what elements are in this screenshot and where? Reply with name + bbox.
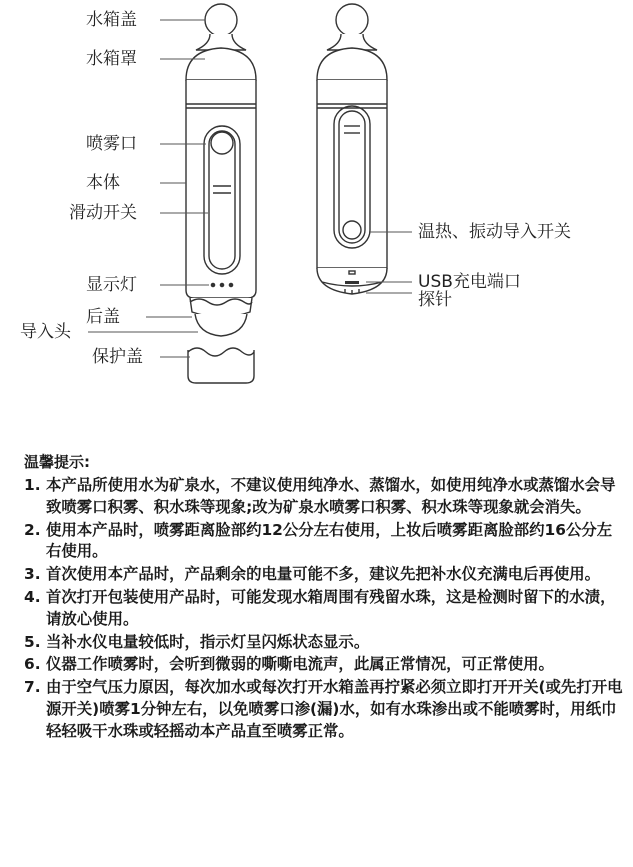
label-indicator: 显示灯	[86, 275, 137, 295]
tip-number: 4.	[24, 587, 41, 606]
front-view	[186, 4, 256, 383]
tip-text: 仪器工作喷雾时，会听到微弱的嘶嘶电流声，此属正常情况，可正常使用。	[46, 655, 554, 674]
tank-cap-knob	[205, 4, 237, 36]
tip-text: 首次打开包装使用产品时，可能发现水箱周围有残留水珠，这是检测时留下的水渍，请放心使用。	[46, 587, 616, 628]
tank-cover-shape	[186, 48, 256, 80]
tip-item	[24, 587, 624, 631]
label-spray-outlet: 喷雾口	[86, 134, 137, 154]
lead-head-shape	[195, 314, 247, 336]
usb-port-slot	[345, 281, 359, 284]
tip-item	[24, 564, 624, 586]
tip-number: 1.	[24, 476, 41, 494]
label-tank-cover: 水箱罩	[86, 49, 137, 69]
tip-item	[24, 475, 624, 519]
label-body: 本体	[86, 173, 120, 193]
label-probe: 探针	[418, 290, 452, 310]
tip-item	[24, 654, 624, 676]
label-protective-cap: 保护盖	[92, 347, 143, 367]
tip-number: 7.	[24, 678, 41, 697]
tip-text: 首次使用本产品时，产品剩余的电量可能不多，建议先把补水仪充满电后再使用。	[46, 565, 601, 584]
tip-number: 2.	[24, 520, 41, 539]
tip-number: 5.	[24, 632, 41, 651]
tip-text: 本产品所使用水为矿泉水，不建议使用纯净水、蒸馏水，如使用纯净水或蒸馏水会导致喷雾口积雾、积水珠等现象;改为矿泉水喷雾口积雾、积水珠等现象就会消失。	[46, 476, 616, 516]
back-view	[317, 4, 387, 294]
tip-item	[24, 632, 624, 654]
label-heat-vibration-switch: 温热、振动导入开关	[418, 222, 571, 242]
tips-section	[24, 452, 624, 744]
tip-item	[24, 520, 624, 564]
label-back-cover: 后盖	[86, 307, 120, 327]
tip-text: 由于空气压力原因，每次加水或每次打开水箱盖再拧紧必须立即打开开关(或先打开电源开关)喷雾1分钟左右，以免喷雾口渗(漏)水，如有水珠渗出或不能喷雾时，用纸巾轻轻吸干水珠或轻摇动本产品直至喷雾正常。	[46, 678, 623, 740]
tip-text: 使用本产品时，喷雾距离脸部约12公分左右使用，上妆后喷雾距离脸部约16公分左右使用。	[46, 520, 613, 561]
tips-title: 温馨提示:	[24, 453, 90, 471]
tip-item	[24, 677, 624, 742]
label-lead-head: 导入头	[20, 322, 71, 342]
label-usb-port: USB充电端口	[418, 272, 521, 292]
indicator-dot	[211, 283, 214, 286]
product-diagram	[0, 0, 633, 410]
body-outline	[186, 80, 256, 298]
tip-number: 3.	[24, 565, 41, 584]
label-tank-cap: 水箱盖	[86, 10, 137, 30]
tip-number: 6.	[24, 655, 41, 674]
label-slide-switch: 滑动开关	[69, 203, 137, 223]
tip-text: 当补水仪电量较低时，指示灯呈闪烁状态显示。	[46, 632, 370, 651]
